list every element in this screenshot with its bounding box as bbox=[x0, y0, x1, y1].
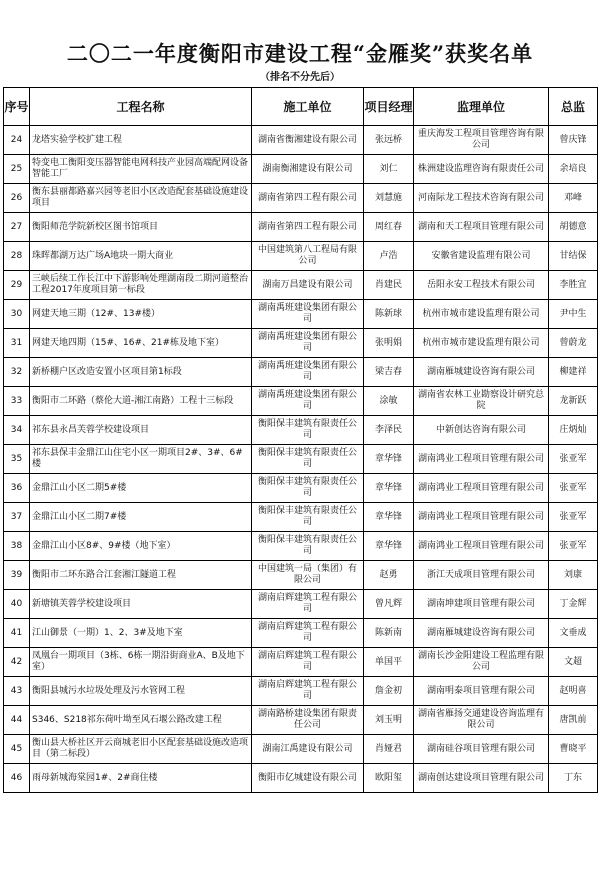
cell-chief-supervisor: 唐凯前 bbox=[549, 706, 598, 735]
table-row bbox=[4, 735, 598, 764]
cell-chief-supervisor: 胡德意 bbox=[549, 213, 598, 242]
cell-chief-supervisor: 邓峰 bbox=[549, 184, 598, 213]
cell-supervisor-unit: 湖南鸿业工程项目管理有限公司 bbox=[414, 445, 549, 474]
cell-supervisor-unit: 湖南省雁扬交通建设咨询监理有限公司 bbox=[414, 706, 549, 735]
header-seq: 序号 bbox=[4, 88, 30, 126]
table-row bbox=[4, 155, 598, 184]
cell-project-name: 衡东县丽都路嘉兴园等老旧小区改造配套基础设施建设项目 bbox=[30, 184, 252, 213]
cell-project-manager: 陈新南 bbox=[364, 619, 414, 648]
cell-project-manager: 章华锋 bbox=[364, 474, 414, 503]
cell-project-manager: 陈新球 bbox=[364, 300, 414, 329]
cell-supervisor-unit: 湖南硅谷项目管理有限公司 bbox=[414, 735, 549, 764]
cell-contractor: 湖南启辉建筑工程有限公司 bbox=[252, 648, 364, 677]
table-row bbox=[4, 416, 598, 445]
cell-project-manager: 李泽民 bbox=[364, 416, 414, 445]
cell-project-name: 金鼎江山小区8#、9#楼（地下室） bbox=[30, 532, 252, 561]
table-row bbox=[4, 503, 598, 532]
table-row bbox=[4, 445, 598, 474]
cell-project-manager: 刘慧施 bbox=[364, 184, 414, 213]
cell-project-manager: 章华锋 bbox=[364, 445, 414, 474]
cell-project-name: 雨母新城海棠园1#、2#商住楼 bbox=[30, 764, 252, 793]
cell-supervisor-unit: 湖南雁城建设咨询有限公司 bbox=[414, 619, 549, 648]
cell-seq: 38 bbox=[4, 532, 30, 561]
cell-project-manager: 赵勇 bbox=[364, 561, 414, 590]
cell-project-manager: 周红春 bbox=[364, 213, 414, 242]
cell-chief-supervisor: 曹晓平 bbox=[549, 735, 598, 764]
table-row bbox=[4, 213, 598, 242]
table-row bbox=[4, 677, 598, 706]
cell-supervisor-unit: 湖南长沙金阳建设工程监理有限公司 bbox=[414, 648, 549, 677]
cell-project-name: 三峡后续工作长江中下游影响处理湖南段二期河道整治工程2017年度项目第一标段 bbox=[30, 271, 252, 300]
header-supervisor-unit: 监理单位 bbox=[414, 88, 549, 126]
cell-seq: 27 bbox=[4, 213, 30, 242]
cell-project-name: 龙塔实验学校扩建工程 bbox=[30, 126, 252, 155]
cell-chief-supervisor: 柳建祥 bbox=[549, 358, 598, 387]
cell-project-manager: 卢浩 bbox=[364, 242, 414, 271]
cell-seq: 36 bbox=[4, 474, 30, 503]
cell-supervisor-unit: 株洲建设监理咨询有限责任公司 bbox=[414, 155, 549, 184]
cell-chief-supervisor: 张亚军 bbox=[549, 532, 598, 561]
cell-supervisor-unit: 安徽省建设监理有限公司 bbox=[414, 242, 549, 271]
table-row bbox=[4, 358, 598, 387]
cell-chief-supervisor: 文垂成 bbox=[549, 619, 598, 648]
cell-project-name: 金鼎江山小区二期7#楼 bbox=[30, 503, 252, 532]
cell-project-manager: 刘仁 bbox=[364, 155, 414, 184]
cell-supervisor-unit: 重庆海发工程项目管理咨询有限公司 bbox=[414, 126, 549, 155]
cell-chief-supervisor: 曾蔚龙 bbox=[549, 329, 598, 358]
cell-contractor: 中国建筑一局（集团）有限公司 bbox=[252, 561, 364, 590]
cell-seq: 28 bbox=[4, 242, 30, 271]
cell-project-manager: 詹金初 bbox=[364, 677, 414, 706]
cell-project-name: 衡阳市二环路（蔡伦大道-湘江南路）工程十三标段 bbox=[30, 387, 252, 416]
cell-project-name: 网建天地三期（12#、13#楼） bbox=[30, 300, 252, 329]
cell-project-manager: 刘玉明 bbox=[364, 706, 414, 735]
cell-chief-supervisor: 张亚军 bbox=[549, 503, 598, 532]
cell-project-manager: 肖建民 bbox=[364, 271, 414, 300]
table-row bbox=[4, 126, 598, 155]
cell-project-name: 金鼎江山小区二期5#楼 bbox=[30, 474, 252, 503]
table-row bbox=[4, 706, 598, 735]
cell-contractor: 湖南禹班建设集团有限公司 bbox=[252, 300, 364, 329]
table-row bbox=[4, 648, 598, 677]
cell-chief-supervisor: 庄炳灿 bbox=[549, 416, 598, 445]
cell-seq: 37 bbox=[4, 503, 30, 532]
cell-supervisor-unit: 岳阳永安工程技术有限公司 bbox=[414, 271, 549, 300]
cell-supervisor-unit: 湖南明泰项目管理有限公司 bbox=[414, 677, 549, 706]
cell-supervisor-unit: 杭州市城市建设监理有限公司 bbox=[414, 300, 549, 329]
cell-chief-supervisor: 甘结保 bbox=[549, 242, 598, 271]
cell-project-name: 祁东县保丰金鼎江山住宅小区一期项目2#、3#、6#楼 bbox=[30, 445, 252, 474]
table-row bbox=[4, 387, 598, 416]
cell-seq: 43 bbox=[4, 677, 30, 706]
cell-supervisor-unit: 浙江天成项目管理有限公司 bbox=[414, 561, 549, 590]
table-row bbox=[4, 329, 598, 358]
cell-project-manager: 涂敏 bbox=[364, 387, 414, 416]
cell-chief-supervisor: 刘康 bbox=[549, 561, 598, 590]
cell-seq: 33 bbox=[4, 387, 30, 416]
table-body bbox=[4, 126, 598, 793]
cell-chief-supervisor: 尹中生 bbox=[549, 300, 598, 329]
cell-contractor: 湖南省第四工程有限公司 bbox=[252, 184, 364, 213]
cell-seq: 25 bbox=[4, 155, 30, 184]
cell-project-manager: 章华锋 bbox=[364, 503, 414, 532]
cell-supervisor-unit: 湖南鸿业工程项目管理有限公司 bbox=[414, 532, 549, 561]
table-row bbox=[4, 184, 598, 213]
cell-chief-supervisor: 赵明喜 bbox=[549, 677, 598, 706]
cell-project-name: 衡阳市二环东路合江套湘江隧道工程 bbox=[30, 561, 252, 590]
cell-seq: 32 bbox=[4, 358, 30, 387]
cell-chief-supervisor: 文超 bbox=[549, 648, 598, 677]
cell-seq: 30 bbox=[4, 300, 30, 329]
cell-contractor: 湖南禹班建设集团有限公司 bbox=[252, 358, 364, 387]
cell-contractor: 湖南省第四工程有限公司 bbox=[252, 213, 364, 242]
cell-project-manager: 单国平 bbox=[364, 648, 414, 677]
cell-supervisor-unit: 湖南雁城建设咨询有限公司 bbox=[414, 358, 549, 387]
cell-project-name: 凤凰台一期项目（3栋、6栋一期沿街商业A、B及地下室） bbox=[30, 648, 252, 677]
cell-project-name: 衡阳师范学院新校区图书馆项目 bbox=[30, 213, 252, 242]
header-project-name: 工程名称 bbox=[30, 88, 252, 126]
cell-seq: 29 bbox=[4, 271, 30, 300]
cell-seq: 35 bbox=[4, 445, 30, 474]
cell-contractor: 衡阳保丰建筑有限责任公司 bbox=[252, 503, 364, 532]
cell-contractor: 湖南省衡湘建设有限公司 bbox=[252, 126, 364, 155]
header-contractor: 施工单位 bbox=[252, 88, 364, 126]
award-table bbox=[3, 87, 598, 793]
cell-project-manager: 肖娅君 bbox=[364, 735, 414, 764]
cell-seq: 34 bbox=[4, 416, 30, 445]
table-row bbox=[4, 242, 598, 271]
cell-supervisor-unit: 河南际龙工程技术咨询有限公司 bbox=[414, 184, 549, 213]
header-project-manager: 项目经理 bbox=[364, 88, 414, 126]
header-chief-supervisor: 总监 bbox=[549, 88, 598, 126]
table-row bbox=[4, 271, 598, 300]
cell-seq: 26 bbox=[4, 184, 30, 213]
cell-project-name: 珠晖都湖万达广场A地块一期大商业 bbox=[30, 242, 252, 271]
cell-supervisor-unit: 湖南鸿业工程项目管理有限公司 bbox=[414, 503, 549, 532]
cell-supervisor-unit: 湖南省农林工业勘察设计研究总院 bbox=[414, 387, 549, 416]
cell-project-manager: 张明娟 bbox=[364, 329, 414, 358]
cell-contractor: 湖南禹班建设集团有限公司 bbox=[252, 329, 364, 358]
cell-chief-supervisor: 余培良 bbox=[549, 155, 598, 184]
cell-chief-supervisor: 丁东 bbox=[549, 764, 598, 793]
cell-seq: 44 bbox=[4, 706, 30, 735]
cell-chief-supervisor: 张亚军 bbox=[549, 474, 598, 503]
cell-contractor: 衡阳保丰建筑有限责任公司 bbox=[252, 416, 364, 445]
table-header-row bbox=[4, 88, 598, 126]
cell-contractor: 衡阳保丰建筑有限责任公司 bbox=[252, 445, 364, 474]
cell-chief-supervisor: 龙新跃 bbox=[549, 387, 598, 416]
cell-seq: 24 bbox=[4, 126, 30, 155]
cell-seq: 41 bbox=[4, 619, 30, 648]
cell-project-name: 特变电工衡阳变压器智能电网科技产业园高端配网设备智能工厂 bbox=[30, 155, 252, 184]
cell-contractor: 湖南衡湘建设有限公司 bbox=[252, 155, 364, 184]
table-row bbox=[4, 474, 598, 503]
cell-contractor: 湖南江禹建设有限公司 bbox=[252, 735, 364, 764]
cell-project-manager: 曾凡辉 bbox=[364, 590, 414, 619]
cell-project-name: 新桥棚户区改造安置小区项目第1标段 bbox=[30, 358, 252, 387]
cell-contractor: 衡阳市亿城建设有限公司 bbox=[252, 764, 364, 793]
cell-chief-supervisor: 丁金辉 bbox=[549, 590, 598, 619]
cell-contractor: 湖南启辉建筑工程有限公司 bbox=[252, 619, 364, 648]
cell-supervisor-unit: 湖南和天工程项目管理有限公司 bbox=[414, 213, 549, 242]
cell-contractor: 湖南路桥建设集团有限责任公司 bbox=[252, 706, 364, 735]
cell-project-name: 新塘镇芙蓉学校建设项目 bbox=[30, 590, 252, 619]
cell-contractor: 湖南启辉建筑工程有限公司 bbox=[252, 590, 364, 619]
cell-contractor: 湖南禹班建设集团有限公司 bbox=[252, 387, 364, 416]
page-title: 二〇二一年度衡阳市建设工程“金雁奖”获奖名单 bbox=[66, 41, 534, 66]
table-row bbox=[4, 764, 598, 793]
cell-project-name: 江山御景（一期）1、2、3#及地下室 bbox=[30, 619, 252, 648]
page-subtitle: （排名不分先后） bbox=[260, 72, 340, 83]
cell-contractor: 湖南万昌建设有限公司 bbox=[252, 271, 364, 300]
cell-project-name: S346、S218祁东荷叶坳至风石堰公路改建工程 bbox=[30, 706, 252, 735]
cell-seq: 42 bbox=[4, 648, 30, 677]
cell-chief-supervisor: 曾庆锋 bbox=[549, 126, 598, 155]
cell-project-name: 网建天地四期（15#、16#、21#栋及地下室） bbox=[30, 329, 252, 358]
cell-contractor: 衡阳保丰建筑有限责任公司 bbox=[252, 532, 364, 561]
cell-contractor: 中国建筑第八工程局有限公司 bbox=[252, 242, 364, 271]
cell-chief-supervisor: 张亚军 bbox=[549, 445, 598, 474]
cell-project-manager: 梁吉春 bbox=[364, 358, 414, 387]
table-row bbox=[4, 300, 598, 329]
cell-supervisor-unit: 湖南鸿业工程项目管理有限公司 bbox=[414, 474, 549, 503]
cell-project-manager: 张远桥 bbox=[364, 126, 414, 155]
table-row bbox=[4, 532, 598, 561]
cell-project-name: 祁东县永昌芙蓉学校建设项目 bbox=[30, 416, 252, 445]
cell-seq: 46 bbox=[4, 764, 30, 793]
cell-seq: 39 bbox=[4, 561, 30, 590]
cell-project-manager: 欧阳玺 bbox=[364, 764, 414, 793]
table-row bbox=[4, 590, 598, 619]
cell-seq: 31 bbox=[4, 329, 30, 358]
cell-chief-supervisor: 李胜宜 bbox=[549, 271, 598, 300]
cell-supervisor-unit: 中新创达咨询有限公司 bbox=[414, 416, 549, 445]
cell-project-name: 衡阳县城污水垃圾处理及污水管网工程 bbox=[30, 677, 252, 706]
cell-project-name: 衡山县大桥社区开云商城老旧小区配套基础设施改造项目（第二标段） bbox=[30, 735, 252, 764]
cell-contractor: 衡阳保丰建筑有限责任公司 bbox=[252, 474, 364, 503]
cell-supervisor-unit: 湖南坤建项目管理有限公司 bbox=[414, 590, 549, 619]
table-row bbox=[4, 561, 598, 590]
cell-seq: 40 bbox=[4, 590, 30, 619]
cell-supervisor-unit: 杭州市城市建设监理有限公司 bbox=[414, 329, 549, 358]
cell-supervisor-unit: 湖南创达建设项目管理有限公司 bbox=[414, 764, 549, 793]
cell-project-manager: 章华锋 bbox=[364, 532, 414, 561]
cell-contractor: 湖南启辉建筑工程有限公司 bbox=[252, 677, 364, 706]
cell-seq: 45 bbox=[4, 735, 30, 764]
table-row bbox=[4, 619, 598, 648]
